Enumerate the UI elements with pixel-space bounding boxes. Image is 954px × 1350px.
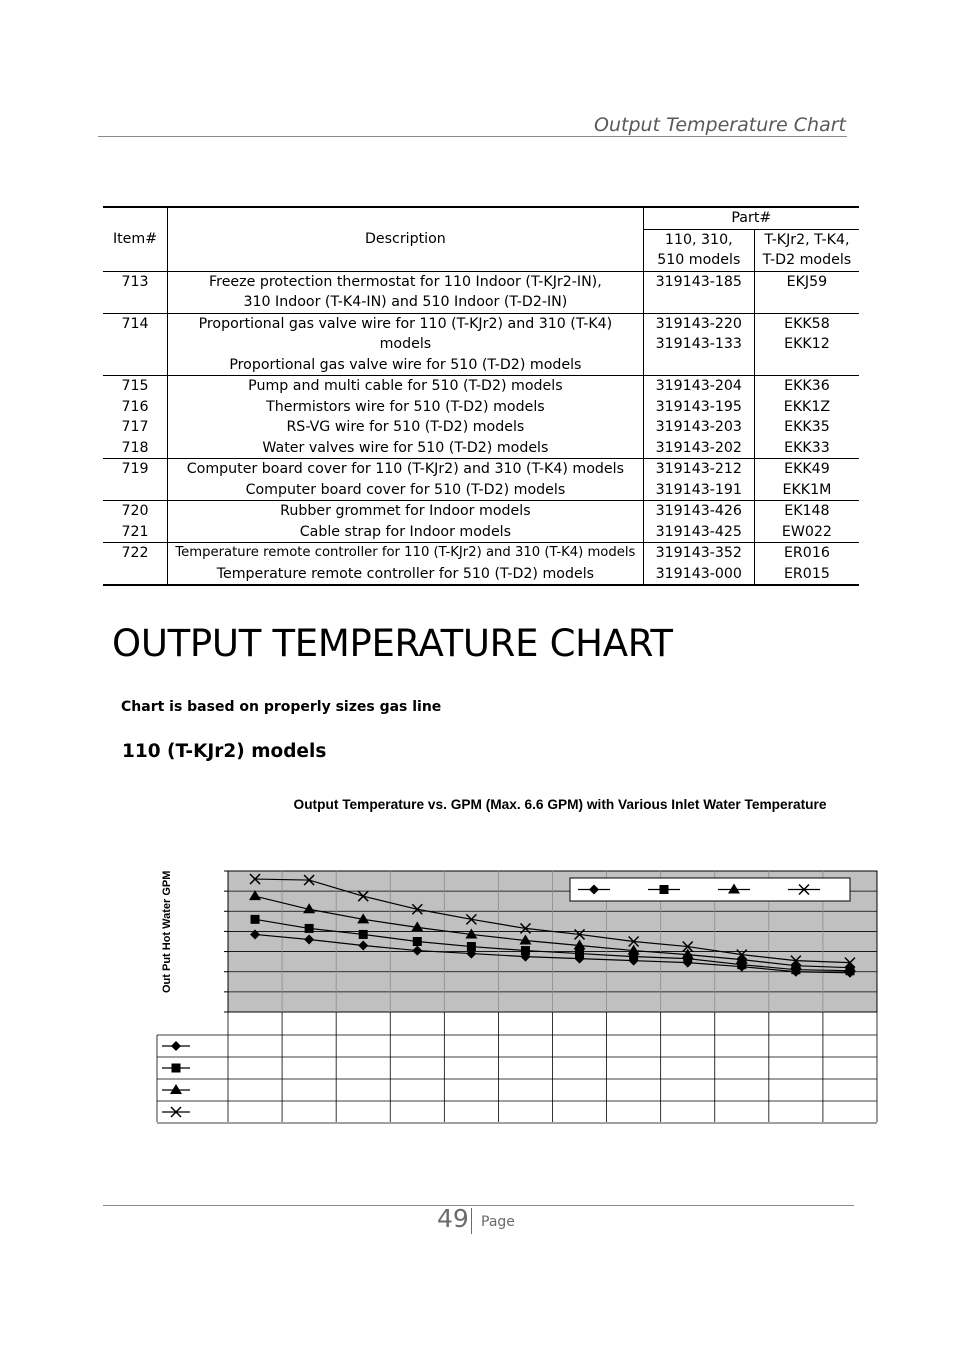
running-header: Output Temperature Chart [594,114,846,136]
part-a-cell-line: 319143-203 [655,419,742,435]
description-cell-line: Freeze protection thermostat for 110 Indoor (T-KJr2-IN), [209,273,602,290]
chart-y-axis-label: Out Put Hot Water GPM [161,870,173,993]
header-description: Description [168,207,644,271]
description-cell-line: 310 Indoor (T-K4-IN) and 510 Indoor (T-D2-IN) [243,294,568,310]
item-cell-line: 721 [121,523,149,540]
part-a-cell-line: 319143-000 [655,565,742,582]
part-a-cell-line: 319143-212 [655,461,742,477]
description-cell-line: Water valves wire for 510 (T-D2) models [262,439,549,456]
part-a-cell-line: 319143-220 [655,315,742,332]
part-a-cell-line: 319143-191 [655,481,742,498]
part-a-cell-line: 319143-426 [655,503,742,519]
data-table-series-key-marker [172,1064,181,1073]
footer-rule [103,1205,854,1206]
part-b-cell-line: EKK1Z [783,398,831,415]
data-point [359,930,368,939]
description-cell-line: Computer board cover for 510 (T-D2) models [245,481,566,498]
part-b-cell-line: EKK36 [784,378,830,394]
header-item: Item# [103,207,168,271]
description-cell-line: Temperature remote controller for 510 (T-D2) models [216,565,595,582]
models-heading: 110 (T-KJr2) models [122,741,327,762]
part-b-cell-line: EW022 [781,523,832,540]
data-table-series-key-marker [170,1084,182,1094]
chart-note: Chart is based on properly sizes gas line [121,699,442,715]
item-cell-line: 714 [121,315,149,332]
section-title: OUTPUT TEMPERATURE CHART [112,622,673,665]
item-cell-line: 713 [121,273,149,290]
chart-title: Output Temperature vs. GPM (Max. 6.6 GPM) with Various Inlet Water Temperature [293,797,827,812]
part-b-cell-line: ER015 [783,565,830,582]
part-a-cell-line: 319143-202 [655,439,742,456]
description-cell-line: Proportional gas valve wire for 110 (T-KJr2) and 310 (T-K4) models [198,315,613,352]
part-b-cell-line: EKK12 [784,336,830,352]
part-a-cell-line: 319143-425 [655,523,742,540]
part-b-cell-line: EKK58 [784,315,830,332]
part-a-cell-line: 319143-133 [655,336,742,352]
item-cell-line: 720 [121,503,149,519]
item-cell-line: 715 [121,378,149,394]
data-point [521,946,530,955]
item-cell-line: 722 [121,545,149,561]
part-b-cell-line: EKJ59 [786,273,828,290]
part-b-cell-line: EKK35 [784,419,830,435]
data-point [413,937,422,946]
legend-marker [660,885,669,894]
description-cell-line: RS-VG wire for 510 (T-D2) models [286,419,525,435]
part-b-cell-line: EKK33 [784,439,830,456]
header-part-a-line: 110, 310, [664,231,733,248]
data-point [305,924,314,933]
description-cell-line: Pump and multi cable for 510 (T-D2) models [248,378,563,394]
part-b-cell-line: EK148 [784,503,830,519]
part-b-cell-line: EKK1M [782,481,832,498]
data-point [575,949,584,958]
data-table-series-key-marker [171,1041,181,1051]
part-a-cell-line: 319143-185 [655,273,742,290]
description-cell-line: Rubber grommet for Indoor models [280,503,531,519]
description-cell-line: Thermistors wire for 510 (T-D2) models [266,398,545,415]
item-cell-line: 717 [121,419,149,435]
header-part-a-line: 510 models [657,252,741,268]
part-a-cell-line: 319143-195 [655,398,742,415]
header-part-b-line: T-D2 models [762,252,852,268]
part-b-cell-line: EKK49 [784,461,830,477]
page-label: Page [481,1214,515,1230]
data-point [467,942,476,951]
page-separator [471,1208,472,1234]
description-cell-line: Cable strap for Indoor models [299,523,512,540]
description-cell-line: Computer board cover for 110 (T-KJr2) and 310 (T-K4) models [186,461,624,477]
item-cell-line: 716 [121,398,149,415]
description-cell-line: Proportional gas valve wire for 510 (T-D2) models [229,356,582,373]
item-cell-line: 719 [121,461,149,477]
part-a-cell-line: 319143-204 [655,378,742,394]
part-a-cell-line: 319143-352 [655,545,742,561]
part-b-cell-line: ER016 [783,545,830,561]
header-part: Part# [643,207,859,229]
item-cell-line: 718 [121,439,149,456]
description-cell-line: Temperature remote controller for 110 (T-KJr2) and 310 (T-K4) models [175,545,636,560]
header-part-b-line: T-KJr2, T-K4, [764,231,850,248]
page-number: 49 [437,1204,469,1233]
data-point [251,915,260,924]
